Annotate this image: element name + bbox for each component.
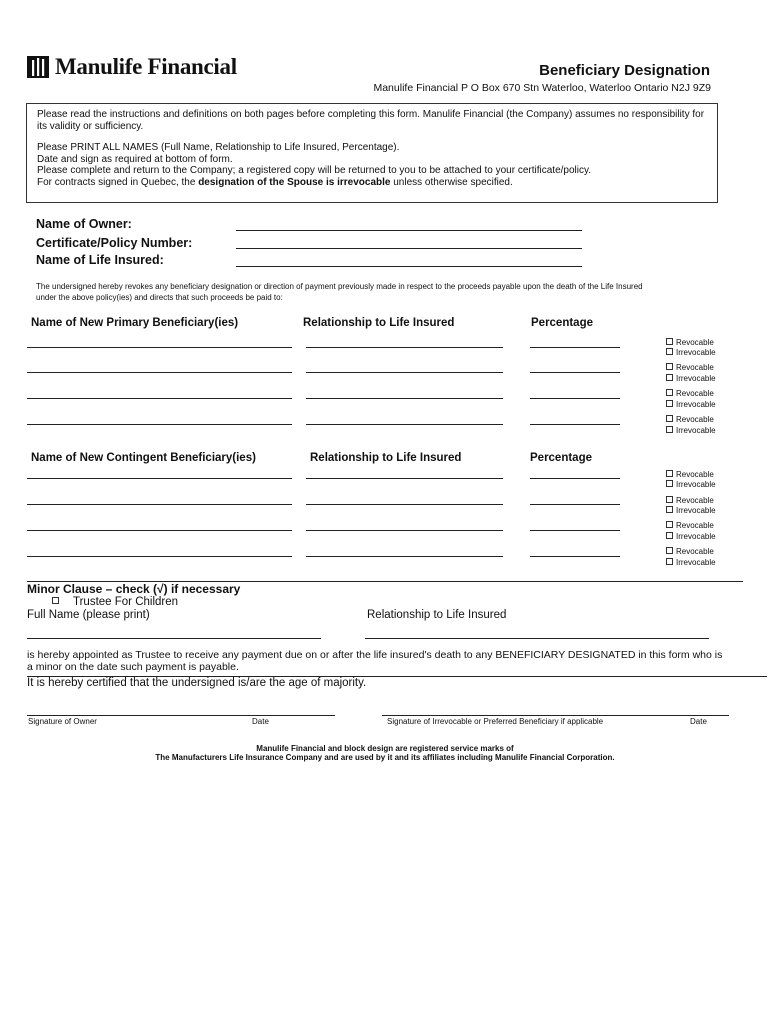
primary-revocable-option[interactable]: Revocable <box>666 363 714 374</box>
checkbox-icon[interactable] <box>666 389 673 396</box>
contingent-percentage-field[interactable] <box>530 504 620 505</box>
primary-revocable-option[interactable]: Revocable <box>666 389 714 400</box>
checkbox-icon[interactable] <box>666 363 673 370</box>
primary-revocable-option[interactable]: Revocable <box>666 338 714 349</box>
primary-name-field[interactable] <box>27 347 292 348</box>
primary-percentage-field[interactable] <box>530 347 620 348</box>
contingent-percentage-field[interactable] <box>530 530 620 531</box>
contingent-relationship-field[interactable] <box>306 530 503 531</box>
beneficiary-date-label: Date <box>690 717 707 726</box>
checkbox-icon[interactable] <box>666 415 673 422</box>
checkbox-icon[interactable] <box>666 558 673 565</box>
primary-relationship-field[interactable] <box>306 424 503 425</box>
primary-relationship-header: Relationship to Life Insured <box>303 317 455 329</box>
checkbox-icon[interactable] <box>666 506 673 513</box>
checkbox-icon[interactable] <box>666 521 673 528</box>
policy-number-label: Certificate/Policy Number: <box>36 236 193 250</box>
instruction-5: For contracts signed in Quebec, the designation of the Spouse is irrevocable unless otherwise specified. <box>37 176 513 188</box>
footer-line-1: Manulife Financial and block design are registered service marks of <box>256 744 514 753</box>
checkbox-icon[interactable] <box>666 547 673 554</box>
checkbox-icon[interactable] <box>52 597 59 604</box>
contingent-revocable-option[interactable]: Revocable <box>666 521 714 532</box>
instruction-2: Please PRINT ALL NAMES (Full Name, Relationship to Life Insured, Percentage). <box>37 142 400 154</box>
contingent-revocable-option[interactable]: Revocable <box>666 496 714 507</box>
beneficiary-signature-field[interactable] <box>382 715 729 716</box>
instructions-box <box>26 103 718 203</box>
contingent-name-field[interactable] <box>27 478 292 479</box>
primary-revocable-option[interactable]: Revocable <box>666 415 714 426</box>
primary-irrevocable-option[interactable]: Irrevocable <box>666 348 716 359</box>
trustee-name-field[interactable] <box>27 638 321 639</box>
checkbox-icon[interactable] <box>666 374 673 381</box>
owner-date-label: Date <box>252 717 269 726</box>
primary-relationship-field[interactable] <box>306 347 503 348</box>
primary-percentage-field[interactable] <box>530 372 620 373</box>
primary-irrevocable-option[interactable]: Irrevocable <box>666 426 716 437</box>
trustee-appointment-text: is hereby appointed as Trustee to receive any payment due on or after the life insured's death to any BENEFICIARY DESIGNATED in this form who is a minor on the date such payment is payable. <box>27 649 723 673</box>
company-address: Manulife Financial P O Box 670 Stn Waterloo, Waterloo Ontario N2J 9Z9 <box>373 82 711 94</box>
trustee-relationship-field[interactable] <box>365 638 709 639</box>
logo-text: Manulife Financial <box>55 54 237 79</box>
primary-irrevocable-option[interactable]: Irrevocable <box>666 374 716 385</box>
contingent-name-field[interactable] <box>27 504 292 505</box>
checkbox-icon[interactable] <box>666 480 673 487</box>
primary-relationship-field[interactable] <box>306 372 503 373</box>
instruction-1: Please read the instructions and definitions on both pages before completing this form. Manulife Financial (the Company) assumes no responsibility for its validity or sufficiency. <box>37 109 705 132</box>
checkbox-icon[interactable] <box>666 496 673 503</box>
company-logo <box>27 54 237 80</box>
checkbox-icon[interactable] <box>666 338 673 345</box>
primary-percentage-header: Percentage <box>531 317 594 329</box>
footer-line-2: The Manufacturers Life Insurance Company and are used by it and its affiliates including Manulife Financial Corporation. <box>155 753 615 762</box>
contingent-percentage-header: Percentage <box>530 452 593 464</box>
contingent-irrevocable-option[interactable]: Irrevocable <box>666 532 716 543</box>
primary-relationship-field[interactable] <box>306 398 503 399</box>
life-insured-label: Name of Life Insured: <box>36 253 164 267</box>
instruction-4: Please complete and return to the Company; a registered copy will be returned to you to be attached to your certificate/policy. <box>37 165 592 177</box>
checkbox-icon[interactable] <box>666 470 673 477</box>
contingent-name-header: Name of New Contingent Beneficiary(ies) <box>31 452 256 464</box>
primary-name-field[interactable] <box>27 372 292 373</box>
checkbox-icon[interactable] <box>666 400 673 407</box>
contingent-name-field[interactable] <box>27 530 292 531</box>
contingent-percentage-field[interactable] <box>530 478 620 479</box>
contingent-name-field[interactable] <box>27 556 292 557</box>
contingent-relationship-field[interactable] <box>306 556 503 557</box>
trustee-option[interactable]: Trustee For Children <box>52 596 178 608</box>
form-title: Beneficiary Designation <box>539 62 710 79</box>
checkbox-icon[interactable] <box>666 426 673 433</box>
contingent-relationship-header: Relationship to Life Insured <box>310 452 462 464</box>
certification-text: It is hereby certified that the undersigned is/are the age of majority. <box>27 677 367 689</box>
revocation-statement: The undersigned hereby revokes any beneficiary designation or direction of payment previously made in respect to the proceeds payable upon the death of the Life Insured under the above policy(ies) and directs that such proceeds be paid to: <box>36 282 643 302</box>
instruction-3: Date and sign as required at bottom of form. <box>37 153 233 165</box>
owner-signature-field[interactable] <box>27 715 335 716</box>
life-insured-field[interactable] <box>236 266 582 267</box>
contingent-irrevocable-option[interactable]: Irrevocable <box>666 480 716 491</box>
primary-name-field[interactable] <box>27 424 292 425</box>
contingent-revocable-option[interactable]: Revocable <box>666 547 714 558</box>
owner-name-field[interactable] <box>236 230 582 231</box>
contingent-relationship-field[interactable] <box>306 478 503 479</box>
contingent-percentage-field[interactable] <box>530 556 620 557</box>
owner-name-label: Name of Owner: <box>36 217 132 231</box>
primary-name-field[interactable] <box>27 398 292 399</box>
primary-name-header: Name of New Primary Beneficiary(ies) <box>31 317 239 329</box>
owner-signature-label: Signature of Owner <box>28 717 97 726</box>
primary-percentage-field[interactable] <box>530 398 620 399</box>
checkbox-icon[interactable] <box>666 348 673 355</box>
minor-clause-title: Minor Clause – check (√) if necessary <box>27 582 241 596</box>
contingent-revocable-option[interactable]: Revocable <box>666 470 714 481</box>
primary-irrevocable-option[interactable]: Irrevocable <box>666 400 716 411</box>
contingent-irrevocable-option[interactable]: Irrevocable <box>666 558 716 569</box>
checkbox-icon[interactable] <box>666 532 673 539</box>
policy-number-field[interactable] <box>236 248 582 249</box>
trustee-relationship-label: Relationship to Life Insured <box>367 609 507 621</box>
contingent-irrevocable-option[interactable]: Irrevocable <box>666 506 716 517</box>
beneficiary-signature-label: Signature of Irrevocable or Preferred Beneficiary if applicable <box>387 717 604 726</box>
primary-percentage-field[interactable] <box>530 424 620 425</box>
certification-rule <box>27 676 767 677</box>
trustee-name-label: Full Name (please print) <box>27 609 150 621</box>
contingent-relationship-field[interactable] <box>306 504 503 505</box>
block-design-icon <box>27 56 49 78</box>
